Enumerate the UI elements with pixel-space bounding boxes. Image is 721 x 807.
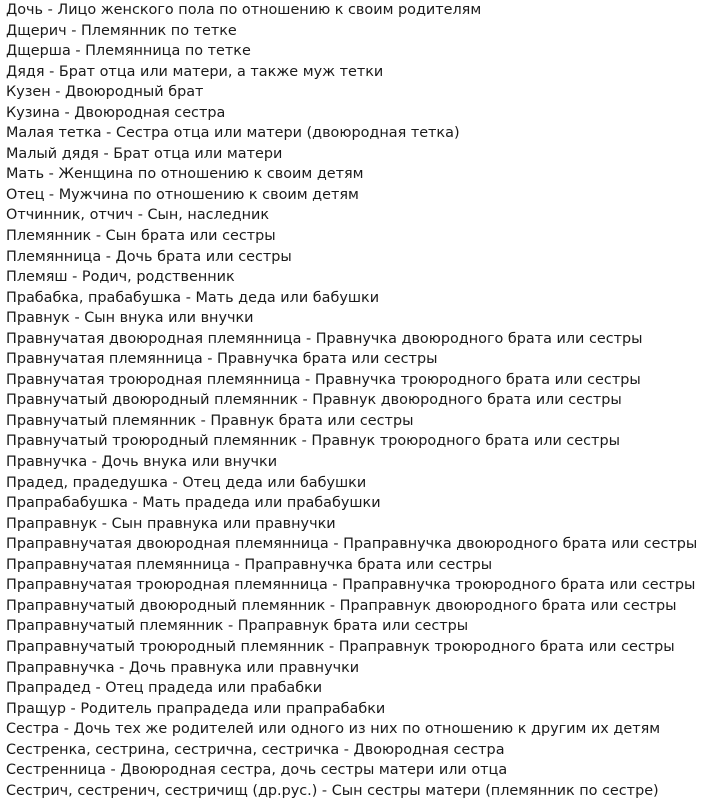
list-item: Прабабка, прабабушка - Мать деда или бабушки <box>6 289 380 306</box>
list-item: Праправнучатая троюродная племянница - Праправнучка троюродного брата или сестры <box>6 577 696 594</box>
list-item: Праправнучатый троюродный племянник - Праправнук троюродного брата или сестры <box>6 638 675 655</box>
list-item: Прапрадед - Отец прадеда или прабабки <box>6 680 323 697</box>
list-item: Сестренка, сестрина, сестрична, сестричка - Двоюродная сестра <box>6 741 505 758</box>
list-item: Дочь - Лицо женского пола по отношению к своим родителям <box>6 2 482 18</box>
list-item: Праправнучатая двоюродная племянница - Праправнучка двоюродного брата или сестры <box>6 536 698 553</box>
list-item: Сестренница - Двоюродная сестра, дочь сестры матери или отца <box>6 762 508 779</box>
list-item: Правнук - Сын внука или внучки <box>6 310 254 327</box>
list-item: Праправнучатый двоюродный племянник - Праправнук двоюродного брата или сестры <box>6 597 677 614</box>
list-item: Правнучатая троюродная племянница - Правнучка троюродного брата или сестры <box>6 371 641 388</box>
list-item: Дщерич - Племянник по тетке <box>6 22 237 39</box>
list-item: Праправнук - Сын правнука или правнучки <box>6 515 336 532</box>
list-item: Сестрич, сестренич, сестричищ (др.рус.) - Сын сестры матери (племянник по сестре) <box>6 782 659 799</box>
list-item: Сестра - Дочь тех же родителей или одного из них по отношению к другим их детям <box>6 721 661 738</box>
list-item: Правнучатая племянница - Правнучка брата или сестры <box>6 351 438 368</box>
list-item: Дядя - Брат отца или матери, а также муж тетки <box>6 63 384 80</box>
list-item: Правнучка - Дочь внука или внучки <box>6 454 278 471</box>
list-item: Кузен - Двоюродный брат <box>6 84 204 101</box>
list-item: Праправнучатая племянница - Праправнучка брата или сестры <box>6 556 493 573</box>
list-item: Правнучатый племянник - Правнук брата или сестры <box>6 412 414 429</box>
list-item: Малая тетка - Сестра отца или матери (двоюродная тетка) <box>6 125 460 142</box>
list-item: Праправнучка - Дочь правнука или правнучки <box>6 659 360 676</box>
list-item: Мать - Женщина по отношению к своим детям <box>6 166 364 183</box>
list-item: Племяш - Родич, родственник <box>6 269 235 286</box>
list-item: Правнучатый двоюродный племянник - Правнук двоюродного брата или сестры <box>6 392 622 409</box>
list-item: Прадед, прадедушка - Отец деда или бабушки <box>6 474 367 491</box>
list-item: Малый дядя - Брат отца или матери <box>6 145 283 162</box>
list-item: Пращур - Родитель прапрадеда или прапрабабки <box>6 700 386 717</box>
list-item: Правнучатый троюродный племянник - Правнук троюродного брата или сестры <box>6 433 620 450</box>
list-item: Праправнучатый племянник - Праправнук брата или сестры <box>6 618 469 635</box>
list-item: Прапрабабушка - Мать прадеда или прабабушки <box>6 495 381 512</box>
list-item: Племянница - Дочь брата или сестры <box>6 248 292 265</box>
list-item: Кузина - Двоюродная сестра <box>6 104 226 121</box>
kinship-term-list <box>6 0 718 801</box>
list-item: Отец - Мужчина по отношению к своим детям <box>6 186 359 203</box>
list-item: Правнучатая двоюродная племянница - Правнучка двоюродного брата или сестры <box>6 330 643 347</box>
list-item: Отчинник, отчич - Сын, наследник <box>6 207 270 224</box>
list-item: Племянник - Сын брата или сестры <box>6 228 276 245</box>
list-item: Дщерша - Племянница по тетке <box>6 43 251 60</box>
